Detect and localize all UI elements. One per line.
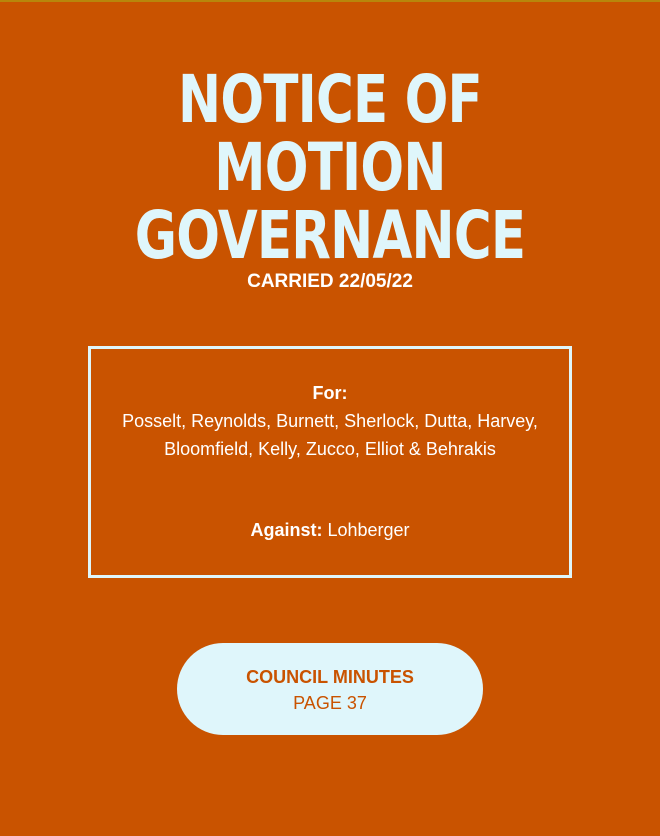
title-line-1: NOTICE OF MOTION — [178, 61, 482, 206]
vote-box — [88, 346, 572, 578]
carried-date: CARRIED 22/05/22 — [247, 271, 413, 292]
against-label: Against: — [250, 520, 323, 540]
for-names: Posselt, Reynolds, Burnett, Sherlock, Dutta, Harvey, Bloomfield, Kelly, Zucco, Elliot & Behrakis — [122, 411, 538, 459]
top-border-line — [0, 0, 660, 2]
council-minutes-button[interactable] — [177, 643, 483, 735]
against-names: Lohberger — [327, 520, 410, 540]
against-line — [91, 519, 569, 541]
page-title — [73, 61, 588, 274]
title-line-2: GOVERNANCE — [134, 197, 526, 274]
page-number-label: PAGE 37 — [293, 693, 367, 713]
council-minutes-label: COUNCIL MINUTES — [246, 667, 414, 687]
for-label: For: — [312, 383, 348, 403]
